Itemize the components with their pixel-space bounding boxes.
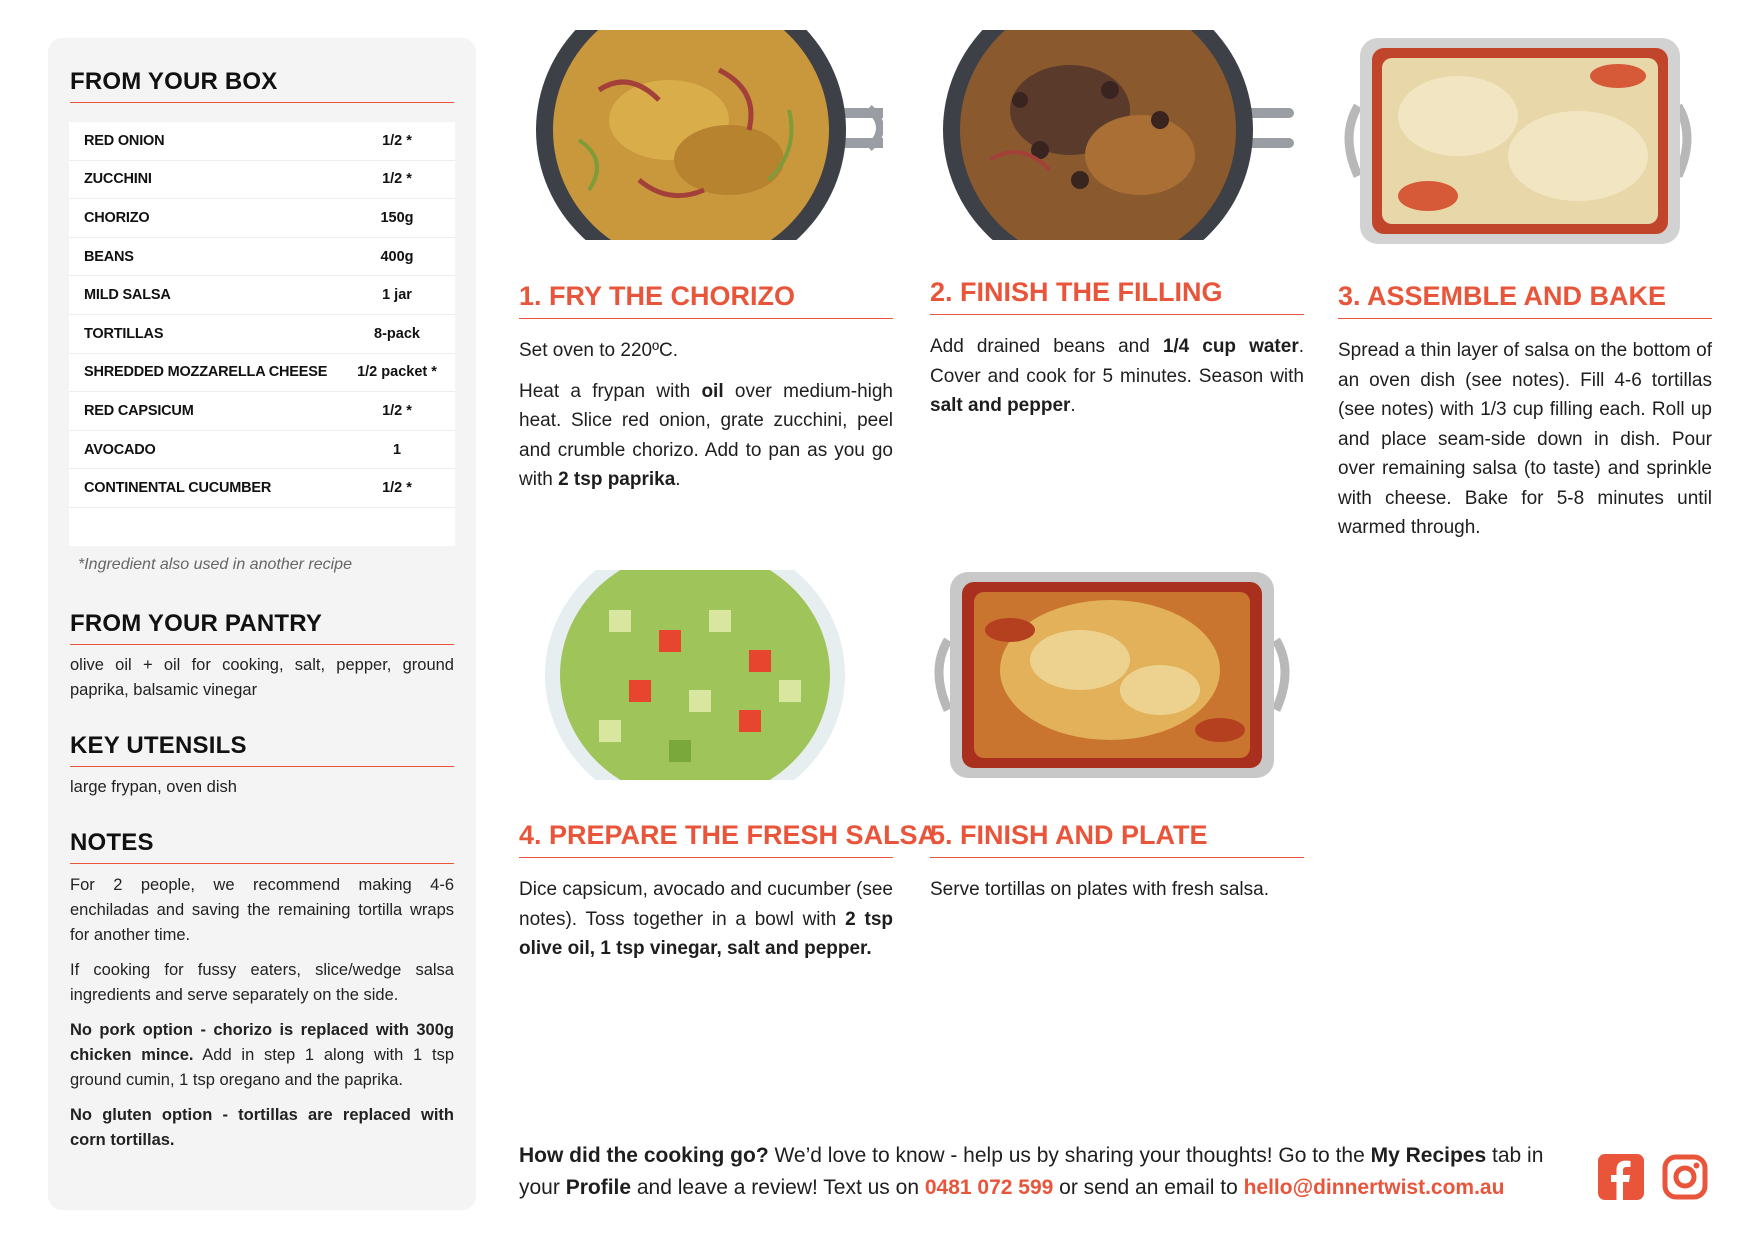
step-3-paragraph: Spread a thin layer of salsa on the bottom of an oven dish (see notes). Fill 4-6 tortillas (see notes) with 1/3 cup filling each. Roll up and place seam-side down in dish. Pour over remaining salsa (to taste) and sprinkle with cheese. Bake for 5-8 minutes until warmed through. (1338, 340, 1712, 538)
ingredient-name: RED ONION (84, 132, 165, 149)
step-1-image (519, 30, 883, 240)
feedback-footer (519, 1140, 1579, 1204)
notes-title: NOTES (70, 829, 454, 864)
table-row (69, 431, 455, 470)
ingredient-qty: 8-pack (374, 325, 420, 342)
ingredient-qty: 1/2 packet * (357, 364, 437, 381)
utensils-text: large frypan, oven dish (70, 778, 237, 796)
step-5-body (930, 875, 1304, 916)
step-5-image (930, 570, 1294, 780)
ingredients-table (69, 122, 455, 546)
footer-text: and leave a review! Text us on (631, 1176, 925, 1199)
table-row-empty (69, 508, 455, 546)
key-utensils-title: KEY UTENSILS (70, 732, 454, 767)
step-5-title: 5. FINISH AND PLATE (930, 820, 1304, 858)
notes-bold: No gluten option - tortillas are replaced with corn tortillas. (70, 1106, 454, 1149)
step-1-paragraph (519, 377, 893, 495)
step-2-image (930, 30, 1294, 240)
step-2-paragraph (930, 332, 1304, 421)
step-text: Add drained beans and (930, 336, 1163, 357)
step-text: . (675, 469, 681, 490)
table-row (69, 122, 455, 161)
ingredient-qty: 400g (380, 248, 414, 265)
step-text: Heat a frypan with (519, 380, 702, 402)
step-2-title: 2. FINISH THE FILLING (930, 277, 1304, 315)
step-bold: salt and pepper (930, 395, 1071, 416)
footer-text: or send an email to (1053, 1176, 1244, 1199)
table-row (69, 161, 455, 200)
step-text: Dice capsicum, avocado and cucumber (see notes). Toss together in a bowl with (519, 879, 893, 930)
ingredient-name: MILD SALSA (84, 287, 171, 304)
ingredient-name: ZUCCHINI (84, 171, 152, 188)
notes-text (70, 873, 454, 1163)
step-4-image (519, 570, 883, 780)
ingredient-name: BEANS (84, 248, 134, 265)
ingredient-qty: 1/2 * (382, 171, 412, 188)
notes-paragraph (70, 1018, 454, 1093)
email-link[interactable]: hello@dinnertwist.com.au (1243, 1176, 1505, 1199)
table-row (69, 469, 455, 508)
phone-link[interactable]: 0481 072 599 (924, 1176, 1054, 1199)
step-1-title: 1. FRY THE CHORIZO (519, 281, 893, 319)
step-3-image (1338, 36, 1702, 246)
step-text: . (1070, 395, 1076, 416)
step-bold: oil (701, 380, 724, 402)
ingredient-qty: 150g (380, 209, 414, 226)
table-row (69, 238, 455, 277)
ingredient-name: RED CAPSICUM (84, 402, 194, 419)
step-1-body (519, 336, 893, 506)
step-5-paragraph: Serve tortillas on plates with fresh salsa. (930, 879, 1269, 900)
notes-paragraph (70, 1103, 454, 1153)
ingredient-qty: 1/2 * (382, 132, 412, 149)
notes-paragraph: If cooking for fussy eaters, slice/wedge salsa ingredients and serve separately on the side. (70, 961, 454, 1004)
notes-text-span: Add in step 1 along with 1 tsp ground cumin, 1 tsp oregano and the paprika. (70, 1046, 454, 1089)
footer-text: tab in your (519, 1144, 1544, 1199)
footer-text: We’d love to know - help us by sharing your thoughts! Go to the (768, 1144, 1371, 1167)
footer-question: How did the cooking go? (519, 1144, 769, 1167)
step-1-paragraph: Set oven to 220ºC. (519, 340, 679, 361)
facebook-icon[interactable] (1598, 1154, 1644, 1200)
step-4-paragraph (519, 875, 893, 964)
table-row (69, 392, 455, 431)
table-row (69, 315, 455, 354)
pantry-text: olive oil + oil for cooking, salt, pepper, ground paprika, balsamic vinegar (70, 656, 454, 699)
step-4-body (519, 875, 893, 975)
my-recipes-label: My Recipes (1370, 1144, 1487, 1167)
ingredient-name: AVOCADO (84, 441, 156, 458)
table-row (69, 354, 455, 393)
profile-label: Profile (565, 1176, 632, 1199)
step-bold: 1/4 cup water (1162, 336, 1299, 357)
ingredient-qty: 1/2 * (382, 480, 412, 497)
step-4-title: 4. PREPARE THE FRESH SALSA (519, 820, 893, 858)
from-your-box-title: FROM YOUR BOX (70, 68, 454, 103)
ingredient-name: TORTILLAS (84, 325, 164, 342)
notes-paragraph: For 2 people, we recommend making 4-6 enchiladas and saving the remaining tortilla wraps for another time. (70, 876, 454, 944)
step-text: over medium-high heat. Slice red onion, grate zucchini, peel and crumble chorizo. Add to pan as you go with (519, 380, 893, 490)
ingredient-qty: 1/2 * (382, 402, 412, 419)
ingredient-qty: 1 (392, 441, 402, 458)
ingredient-qty: 1 jar (382, 287, 412, 304)
notes-bold: No pork option - chorizo is replaced with 300g chicken mince. (70, 1021, 454, 1064)
step-text: . Cover and cook for 5 minutes. Season with (930, 336, 1304, 387)
step-3-title: 3. ASSEMBLE AND BAKE (1338, 281, 1712, 319)
step-bold: 2 tsp paprika (558, 469, 676, 490)
ingredients-sidebar (48, 38, 476, 1210)
step-2-body (930, 332, 1304, 432)
from-your-pantry-title: FROM YOUR PANTRY (70, 610, 454, 645)
instagram-icon[interactable] (1662, 1154, 1708, 1200)
table-row (69, 199, 455, 238)
ingredient-footnote: *Ingredient also used in another recipe (78, 556, 352, 573)
ingredient-name: CONTINENTAL CUCUMBER (84, 480, 272, 497)
ingredient-name: CHORIZO (84, 209, 150, 226)
step-bold: 2 tsp olive oil, 1 tsp vinegar, salt and pepper. (519, 908, 893, 959)
ingredient-name: SHREDDED MOZZARELLA CHEESE (84, 364, 328, 381)
step-3-body (1338, 336, 1712, 554)
table-row (69, 276, 455, 315)
